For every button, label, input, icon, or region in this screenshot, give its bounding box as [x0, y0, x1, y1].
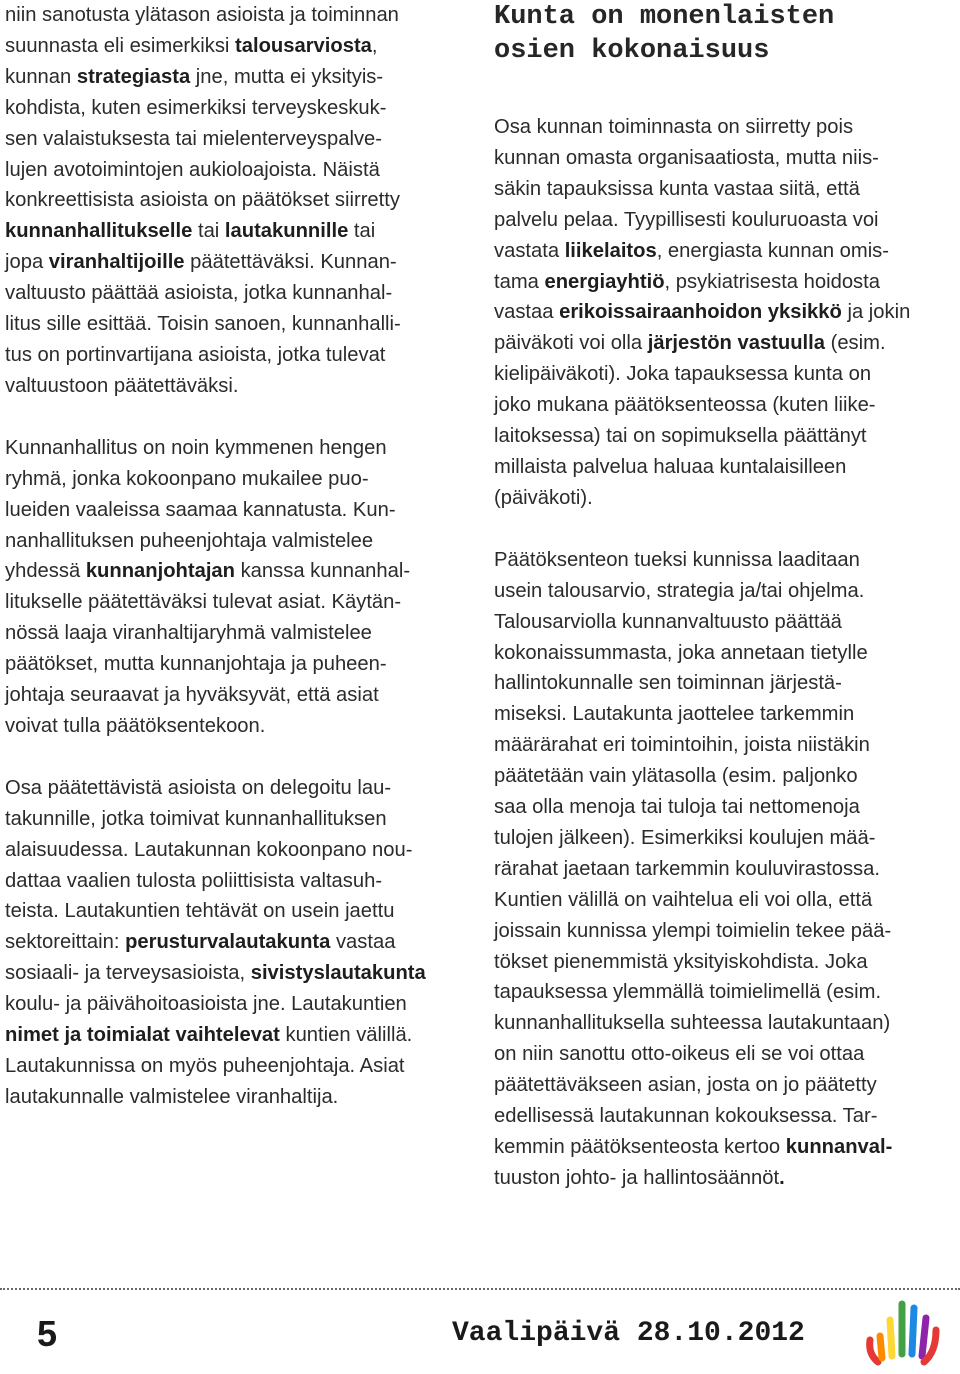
paragraph: [5, 0, 471, 402]
text-line: konkreettisista asioista on päätökset siirretty: [5, 189, 400, 212]
text-line: kohdista, kuten esimerkiksi terveyskeskuk-: [5, 96, 387, 119]
text-line: päätetään vain ylätasolla (esim. paljonko: [494, 765, 858, 788]
text-line: kokonaissummasta, joka annetaan tietylle: [494, 641, 868, 664]
text-line: litus sille esittää. Toisin sanoen, kunnanhalli-: [5, 313, 401, 336]
footer-title: Vaalipäivä 28.10.2012: [452, 1318, 805, 1349]
paragraph: [494, 112, 960, 514]
text-line: miseksi. Lautakunta jaottelee tarkemmin: [494, 703, 855, 726]
vaalit-hands-logo-icon: [862, 1296, 942, 1368]
text-line: yhdessä kunnanjohtajan kanssa kunnanhal-: [5, 560, 411, 583]
text-line: jopa viranhaltijoille päätettäväksi. Kunnan-: [5, 251, 397, 274]
footer-divider: [0, 1288, 960, 1290]
text-line: edellisessä lautakunnan kokouksessa. Tar-: [494, 1105, 878, 1128]
text-line: kemmin päätöksenteosta kertoo kunnanval-: [494, 1136, 893, 1158]
text-line: dattaa vaalien tulosta poliittisista valtasuh-: [5, 869, 383, 892]
emphasized-term: järjestön vastuulla: [647, 332, 825, 355]
text-line: takunnille, jotka toimivat kunnanhallituksen: [5, 807, 387, 830]
logo-stroke: [870, 1340, 878, 1362]
text-line: tuuston johto- ja hallintosäännöt.: [494, 1166, 785, 1189]
logo-stroke: [922, 1318, 926, 1356]
logo-stroke: [912, 1308, 914, 1354]
text-line: sen valaistuksesta tai mielenterveyspalve-: [5, 127, 383, 150]
text-line: Kunnanhallitus on noin kymmenen hengen: [5, 436, 387, 459]
text-line: kunnan strategiasta jne, mutta ei yksityis-: [5, 65, 384, 88]
text-line: lujen avotoimintojen aukioloajoista. Näistä: [5, 158, 380, 181]
text-line: ryhmä, jonka kokoonpano mukailee puo-: [5, 467, 369, 490]
emphasized-term: liikelaitos: [564, 239, 657, 262]
paragraph: [494, 545, 960, 1194]
text-line: usein talousarvio, strategia ja/tai ohjelma.: [494, 579, 865, 602]
emphasized-term: kunnanhallitukselle: [5, 220, 193, 243]
emphasized-term: energiayhtiö: [544, 270, 665, 293]
text-line: tapauksessa ylemmällä toimielimellä (esim.: [494, 981, 882, 1004]
text-line: valtuustoon päätettäväksi.: [5, 374, 239, 397]
page-number: 5: [37, 1313, 58, 1354]
emphasized-term: sivistyslautakunta: [250, 962, 426, 985]
emphasized-term: nimet ja toimialat vaihtelevat: [5, 1024, 280, 1047]
text-line: laitoksessa) tai on sopimuksella päättänyt: [494, 425, 867, 448]
paragraph: [5, 433, 471, 742]
text-line: vastaa erikoissairaanhoidon yksikkö ja jokin: [494, 301, 911, 324]
text-line: nanhallituksen puheenjohtaja valmistelee: [5, 529, 374, 552]
text-line: tökset pienemmistä yksityiskohdista. Joka: [494, 950, 868, 973]
text-line: suunnasta eli esimerkiksi talousarviosta,: [5, 34, 378, 57]
text-line: tama energiayhtiö, psykiatrisesta hoidosta: [494, 270, 880, 293]
emphasized-term: .: [779, 1166, 785, 1189]
text-line: rärahat jaetaan tarkemmin kouluvirastossa.: [494, 857, 880, 880]
text-line: koulu- ja päivähoitoasioista jne. Lautakuntien: [5, 993, 407, 1016]
text-line: Osa kunnan toiminnasta on siirretty pois: [494, 116, 854, 138]
emphasized-term: perusturvalautakunta: [125, 931, 331, 954]
emphasized-term: lautakunnille: [224, 220, 349, 243]
text-line: nössä laaja viranhaltijaryhmä valmistelee: [5, 622, 372, 645]
text-line: hallintokunnalle sen toiminnan järjestä-: [494, 672, 842, 695]
text-line: on niin sanottu otto-oikeus eli se voi ottaa: [494, 1043, 865, 1066]
text-line: säkin tapauksissa kunta vastaa siitä, että: [494, 177, 860, 200]
text-line: alaisuudessa. Lautakunnan kokoonpano nou-: [5, 838, 413, 861]
heading-line: Kunta on monenlaisten: [494, 2, 835, 32]
text-line: kunnanhallituksella suhteessa lautakuntaan): [494, 1012, 891, 1035]
text-line: millaista palvelua haluaa kuntalaisilleen: [494, 455, 847, 478]
emphasized-term: erikoissairaanhoidon yksikkö: [559, 301, 842, 324]
text-line: teista. Lautakuntien tehtävät on usein jaettu: [5, 900, 395, 923]
text-line: päiväkoti voi olla järjestön vastuulla (esim.: [494, 332, 886, 355]
logo-stroke: [890, 1320, 892, 1356]
text-line: sektoreittain: perusturvalautakunta vastaa: [5, 931, 396, 954]
text-line: litukselle päätettäväksi tulevat asiat. Käytän-: [5, 591, 402, 614]
text-line: kunnan omasta organisaatiosta, mutta niis-: [494, 146, 879, 169]
text-line: lueiden vaaleissa saamaa kannatusta. Kun-: [5, 498, 396, 521]
emphasized-term: strategiasta: [76, 65, 191, 88]
text-line: niin sanotusta ylätason asioista ja toiminnan: [5, 4, 399, 26]
text-line: johtaja seuraavat ja hyväksyvät, että asiat: [5, 684, 379, 707]
text-line: tulojen jälkeen). Esimerkiksi koulujen mää-: [494, 826, 876, 849]
text-line: Kuntien välillä on vaihtelua eli voi olla, että: [494, 888, 873, 911]
left-column: [5, 0, 471, 1144]
logo-stroke: [880, 1336, 882, 1358]
text-line: Talousarviolla kunnanvaltuusto päättää: [494, 610, 842, 633]
text-line: kielipäiväkoti). Joka tapauksessa kunta on: [494, 363, 872, 386]
paragraph: [5, 773, 471, 1113]
text-line: joko mukana päätöksenteossa (kuten liike-: [494, 394, 876, 417]
text-line: saa olla menoja tai tuloja tai nettomenoja: [494, 796, 860, 819]
text-line: määrärahat eri toimintoihin, joista niistäkin: [494, 734, 870, 757]
text-line: Päätöksenteon tueksi kunnissa laaditaan: [494, 548, 860, 571]
text-line: valtuusto päättää asioista, jotka kunnanhal-: [5, 282, 393, 305]
text-line: Lautakunnissa on myös puheenjohtaja. Asiat: [5, 1055, 405, 1077]
text-line: joissain kunnissa ylempi toimielin tekee pää-: [494, 919, 892, 942]
text-line: palvelu pelaa. Tyypillisesti kouluruoasta voi: [494, 208, 879, 231]
text-line: voivat tulla päätöksentekoon.: [5, 714, 266, 737]
emphasized-term: kunnanjohtajan: [85, 560, 235, 583]
text-line: lautakunnalle valmistelee viranhaltija.: [5, 1085, 339, 1108]
emphasized-term: talousarviosta: [235, 34, 372, 57]
right-column: [494, 0, 960, 1225]
text-line: päätökset, mutta kunnanjohtaja ja puheen-: [5, 653, 387, 676]
heading-line: osien kokonaisuus: [494, 36, 770, 66]
text-line: vastata liikelaitos, energiasta kunnan omis-: [494, 239, 890, 262]
emphasized-term: kunnanval-: [785, 1136, 893, 1158]
section-heading: [494, 0, 960, 68]
text-line: (päiväkoti).: [494, 486, 593, 509]
text-line: sosiaali- ja terveysasioista, sivistyslautakunta: [5, 962, 426, 985]
text-line: päätettäväkseen asian, josta on jo päätetty: [494, 1074, 877, 1097]
text-line: Osa päätettävistä asioista on delegoitu lau-: [5, 776, 392, 799]
text-line: tus on portinvartijana asioista, jotka tulevat: [5, 343, 386, 366]
emphasized-term: viranhaltijoille: [48, 251, 185, 274]
text-line: kunnanhallitukselle tai lautakunnille tai: [5, 220, 376, 243]
text-line: nimet ja toimialat vaihtelevat kuntien välillä.: [5, 1024, 413, 1047]
